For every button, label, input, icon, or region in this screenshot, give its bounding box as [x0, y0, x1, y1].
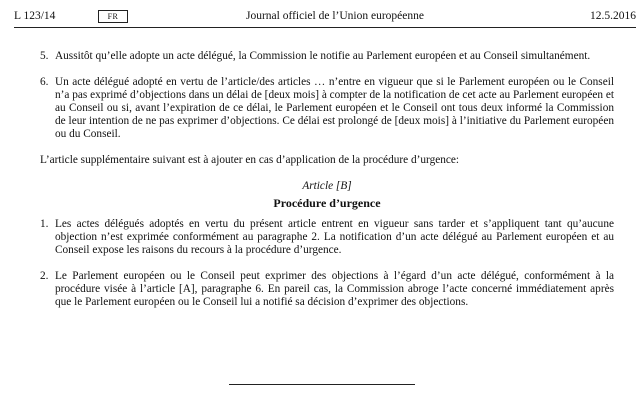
journal-reference: L 123/14: [14, 10, 56, 22]
language-badge: FR: [98, 10, 128, 23]
paragraph-number: 6.: [40, 76, 49, 88]
paragraph-number: 2.: [40, 270, 49, 282]
paragraph-item: [40, 50, 614, 63]
paragraph-number: 1.: [40, 218, 49, 230]
paragraph-item: [40, 76, 614, 141]
paragraph-item: [40, 218, 614, 257]
article-title: Procédure d’urgence: [273, 196, 381, 210]
publication-date: 12.5.2016: [590, 10, 636, 22]
paragraph-text: Un acte délégué adopté en vertu de l’article/des articles … n’entre en vigueur que si le Parlement européen ou le Conseil n’a pas exprimé d’objections dans un délai de [deux mois] à compter de la notification de cet acte au Parlement européen et au Conseil ou si, avant l’expiration de ce délai, le Parlement européen et le Conseil ont tous deux informé la Commission de leur intention de ne pas exprimer d’objections. Ce délai est prolongé de [deux mois] à l’initiative du Parlement européen ou du Conseil.: [55, 76, 614, 140]
document-body: [40, 50, 614, 322]
paragraph-item: [40, 270, 614, 309]
journal-title: Journal officiel de l’Union européenne: [246, 10, 424, 22]
article-reference: Article [B]: [302, 180, 352, 192]
paragraph-text: Le Parlement européen ou le Conseil peut exprimer des objections à l’égard d’un acte délégué, conformément à la procédure visée à l’article [A], paragraphe 6. En pareil cas, la Commission abroge l’acte concerné immédiatement après que le Parlement européen ou le Conseil lui a notifié sa décision d’exprimer des objections.: [55, 270, 614, 308]
header-divider: [14, 27, 636, 28]
paragraph-text: Aussitôt qu’elle adopte un acte délégué, la Commission le notifie au Parlement européen et au Conseil simultanément.: [55, 50, 591, 62]
intro-text: L’article supplémentaire suivant est à ajouter en cas d’application de la procédure d’urgence:: [40, 154, 460, 166]
footer-divider: [229, 384, 415, 385]
paragraph-number: 5.: [40, 50, 49, 62]
page-header: [14, 9, 636, 23]
paragraph-text: Les actes délégués adoptés en vertu du présent article entrent en vigueur sans tarder et s’appliquent tant qu’aucune objection n’est exprimée conformément au paragraphe 2. La notification d’un acte délégué au Parlement européen et au Conseil expose les raisons du recours à la procédure d’urgence.: [55, 218, 614, 256]
